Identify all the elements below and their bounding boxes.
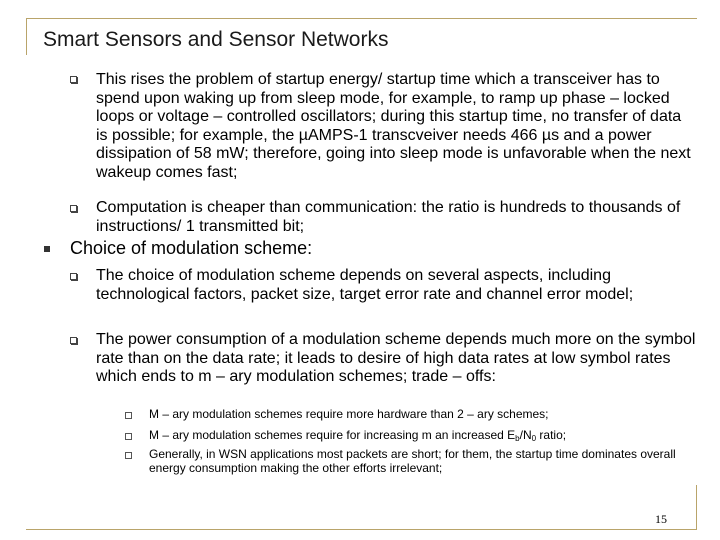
hollow-square-bullet-icon bbox=[125, 452, 132, 459]
hollow-square-bullet-icon bbox=[70, 337, 77, 344]
tradeoff-eb-n0-suffix: ratio; bbox=[536, 428, 567, 442]
subscript-0: 0 bbox=[531, 434, 537, 443]
footer-frame bbox=[26, 485, 697, 530]
bullet-startup-energy: This rises the problem of startup energy/ startup time which a transceiver has to spend upon waking up from sleep mode, for example, to ramp up phase – locked loops or voltage – controlled oscillators; during this startup time, no transfer of data is possible; for example, the µAMPS-1 transcveiver needs 466 µs and a power dissipation of 58 mW; therefore, going into sleep mode is unfavorable when the next wakeup comes fast; bbox=[96, 71, 691, 181]
main-point-modulation: Choice of modulation scheme: bbox=[70, 238, 313, 258]
subscript-b: b bbox=[515, 434, 520, 443]
tradeoff-eb-n0 bbox=[149, 429, 709, 443]
bullet-modulation-choice: The choice of modulation scheme depends on several aspects, including technological factors, packet size, target error rate and channel error model; bbox=[96, 267, 634, 303]
hollow-square-bullet-icon bbox=[70, 205, 77, 212]
tradeoff-hardware: M – ary modulation schemes require more hardware than 2 – ary schemes; bbox=[149, 407, 549, 421]
hollow-square-bullet-icon bbox=[70, 76, 77, 83]
hollow-square-bullet-icon bbox=[125, 412, 132, 419]
hollow-square-bullet-icon bbox=[70, 273, 77, 280]
page-number: 15 bbox=[655, 512, 667, 526]
bullet-computation: Computation is cheaper than communication: the ratio is hundreds to thousands of instructions/ 1 transmitted bit; bbox=[96, 199, 681, 235]
solid-square-bullet-icon bbox=[44, 246, 50, 252]
slide-title: Smart Sensors and Sensor Networks bbox=[43, 28, 389, 51]
hollow-square-bullet-icon bbox=[125, 433, 132, 440]
tradeoff-eb-n0-mid: /N bbox=[519, 428, 532, 442]
tradeoff-startup-time: Generally, in WSN applications most packets are short; for them, the startup time dominates overall energy consumption making the other efforts irrelevant; bbox=[149, 447, 676, 475]
tradeoff-eb-n0-prefix: M – ary modulation schemes require for increasing m an increased E bbox=[149, 428, 516, 442]
bullet-power-consumption: The power consumption of a modulation scheme depends much more on the symbol rate than on the data rate; it leads to desire of high data rates at low symbol rates which ends to m – ary modulation schemes; trade – offs: bbox=[96, 331, 696, 385]
